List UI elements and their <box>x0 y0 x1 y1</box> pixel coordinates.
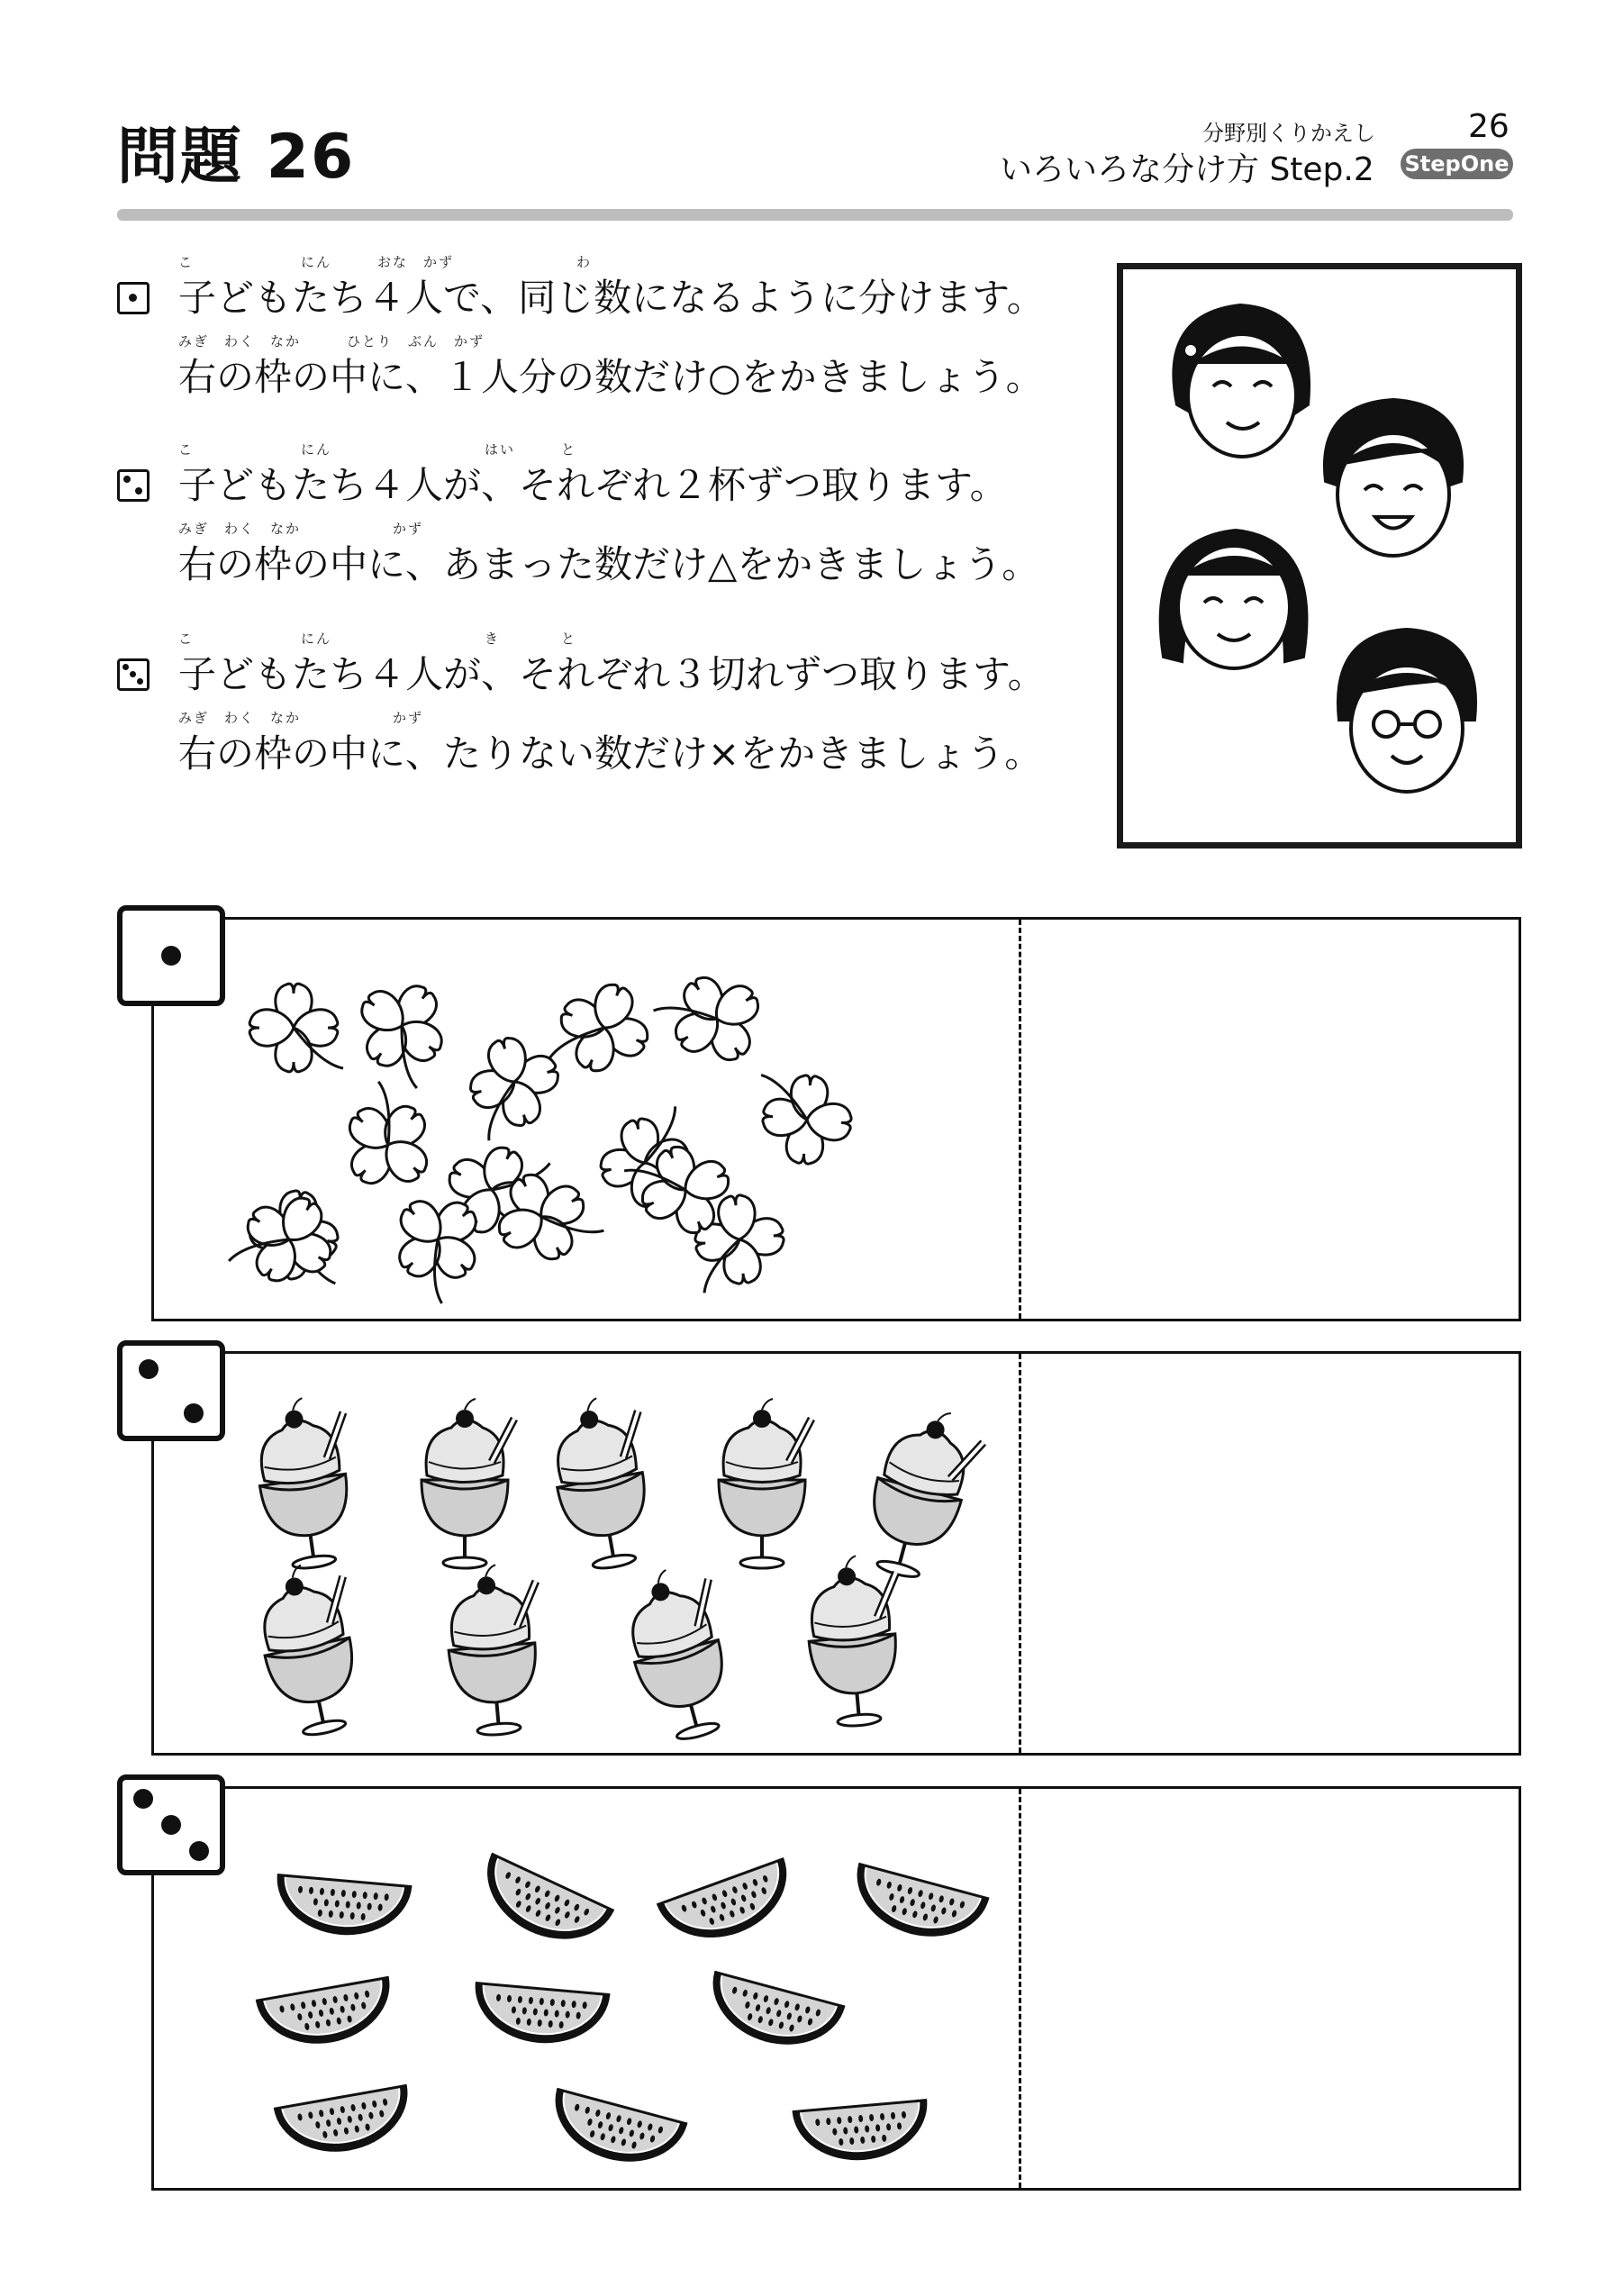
answer-area[interactable] <box>1023 1789 1517 2188</box>
shaved-ice-icon <box>802 1553 909 1729</box>
instruction-text: 右の枠の中に、たりない数だけ×をかきましょう。 <box>178 731 1043 776</box>
die-one-icon <box>117 282 150 314</box>
clover-group <box>154 920 1014 1316</box>
watermelon-slice-icon <box>543 2089 687 2176</box>
shaved-ice-icon <box>441 1562 549 1738</box>
watermelon-slice-icon <box>845 1864 989 1951</box>
worksheet-subtitle: いろいろな分け方 Step.2 <box>1000 151 1374 188</box>
clover-icon <box>460 1028 570 1142</box>
shaved-ice-icon <box>422 1399 514 1568</box>
watermelon-slice-icon <box>657 1858 802 1956</box>
panel-divider <box>1019 1354 1021 1753</box>
clover-icon <box>340 965 468 1091</box>
child-face-icon <box>1161 305 1475 792</box>
shaved-ice-icon <box>543 1392 664 1575</box>
die-three-icon <box>117 658 150 691</box>
shaved-ice-icon <box>613 1560 747 1747</box>
die-two-icon <box>117 469 150 502</box>
children-illustration <box>1117 263 1522 849</box>
answer-area[interactable] <box>1023 920 1517 1319</box>
shaved-ice-icon <box>248 1557 374 1742</box>
page-number: 26 <box>1468 108 1510 145</box>
instruction-text: 子どもたち４人で、同じ数になるように分けます。 <box>178 276 1045 320</box>
die-three-icon <box>117 1774 225 1875</box>
ruby-text: こ にん おな かず わ <box>178 254 593 270</box>
watermelon-slice-icon <box>256 1977 398 2054</box>
instruction-text: 右の枠の中に、あまった数だけ△をかきましょう。 <box>178 542 1040 586</box>
die-one-icon <box>117 905 225 1006</box>
clover-icon <box>322 1079 449 1207</box>
die-two-icon <box>117 1340 225 1441</box>
answer-panel-watermelon <box>151 1786 1521 2191</box>
watermelon-slice-icon <box>471 1983 611 2049</box>
instruction-text: 右の枠の中に、１人分の数だけ○をかきましょう。 <box>178 355 1044 399</box>
clover-icon <box>651 958 777 1083</box>
ruby-text: こ にん き と <box>178 631 577 647</box>
clover-icon <box>754 1072 855 1167</box>
page-title: 問題 26 <box>117 122 356 193</box>
instruction-text: 子どもたち４人が、それぞれ２杯ずつ取ります。 <box>178 463 1008 507</box>
instruction-text: 子どもたち４人が、それぞれ３切れずつ取ります。 <box>178 652 1046 696</box>
watermelon-slice-icon <box>273 1875 413 1941</box>
answer-area[interactable] <box>1023 1354 1517 1753</box>
header-rule <box>117 209 1513 221</box>
ruby-text: みぎ わく なか かず <box>178 521 424 537</box>
answer-panel-shaved-ice <box>151 1351 1521 1756</box>
watermelon-slice-icon <box>468 1854 613 1960</box>
watermelon-slice-icon <box>274 2085 416 2162</box>
shaved-ice-icon <box>719 1399 812 1568</box>
ruby-text: みぎ わく なか かず <box>178 710 424 726</box>
answer-panel-clovers <box>151 917 1521 1321</box>
stepone-badge: StepOne <box>1401 149 1513 179</box>
clover-icon <box>249 984 343 1072</box>
ruby-text: こ にん はい と <box>178 441 577 458</box>
shaved-ice-icon <box>855 1400 988 1587</box>
clover-icon <box>546 971 661 1090</box>
panel-divider <box>1019 1789 1021 2188</box>
watermelon-group <box>154 1789 1014 2185</box>
shaved-ice-icon <box>249 1393 364 1574</box>
watermelon-slice-icon <box>793 2101 932 2166</box>
panel-divider <box>1019 920 1021 1319</box>
shaved-ice-group <box>154 1354 1014 1750</box>
ruby-text: みぎ わく なか ひとり ぶん かず <box>178 333 485 349</box>
series-label: 分野別くりかえし <box>1202 121 1375 146</box>
watermelon-slice-icon <box>701 1972 845 2059</box>
